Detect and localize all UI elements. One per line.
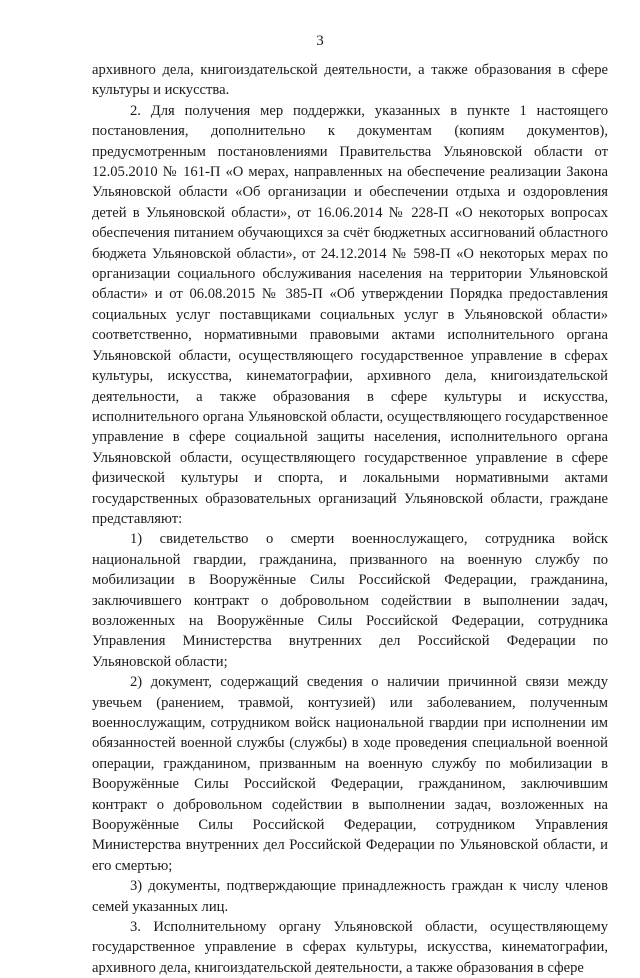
list-item-3: 3) документы, подтверждающие принадлежность граждан к числу членов семей указанных лиц. [92, 878, 608, 915]
list-item-2: 2) документ, содержащий сведения о наличии причинной связи между увечьем (ранением, травмой, контузией) или заболеванием, полученным военнослужащим, сотрудником войск национальной гвардии при исполнении им обязанностей военной службы (службы) в ходе проведения специальной военной операции, гражданином, призванным на военную службу по мобилизации в Вооружённые Силы Российской Федерации, гражданином, заключившим контракт о добровольном содействии в выполнении задач, возложенных на Вооружённые Силы Российской Федерации, сотрудником Управления Министерства внутренних дел Российской Федерации по Ульяновской области, и его смертью; [92, 674, 608, 874]
document-body [92, 60, 608, 978]
paragraph-continuation: архивного дела, книгоиздательской деятельности, а также образования в сфере культуры и искусства. [92, 62, 608, 99]
paragraph-clause-3: 3. Исполнительному органу Ульяновской области, осуществляющему государственное управление в сферах культуры, искусства, кинематографии, архивного дела, книгоиздательской деятельности, а также образования в сфере [92, 919, 608, 976]
list-item-1: 1) свидетельство о смерти военнослужащего, сотрудника войск национальной гвардии, гражданина, призванного на военную службу по мобилизации в Вооружённые Силы Российской Федерации, гражданина, заключившего контракт о добровольном содействии в выполнении задач, возложенных на Вооружённые Силы Российской Федерации, сотрудника Управления Министерства внутренних дел Российской Федерации по Ульяновской области; [92, 531, 608, 670]
paragraph-clause-2: 2. Для получения мер поддержки, указанных в пункте 1 настоящего постановления, дополнительно к документам (копиям документов), предусмотренным постановлениями Правительства Ульяновской области от 12.05.2010 № 161-П «О мерах, направленных на обеспечение реализации Закона Ульяновской области «Об организации и обеспечении отдыха и оздоровления детей в Ульяновской области», от 16.06.2014 № 228-П «О некоторых вопросах обеспечения питанием обучающихся за счёт бюджетных ассигнований областного бюджета Ульяновской области», от 24.12.2014 № 598-П «О некоторых мерах по организации социального обслуживания населения на территории Ульяновской области» и от 06.08.2015 № 385-П «Об утверждении Порядка предоставления социальных услуг поставщиками социальных услуг в Ульяновской области» соответственно, нормативными правовыми актами исполнительного органа Ульяновской области, осуществляющего государственное управление в сферах культуры, искусства, кинематографии, архивного дела, книгоиздательской деятельности, а также образования в сфере культуры и искусства, исполнительного органа Ульяновской области, осуществляющего государственное управление в сфере социальной защиты населения, исполнительного органа Ульяновской области, осуществляющего государственное управление в сфере физической культуры и спорта, и локальными нормативными актами государственных образовательных организаций Ульяновской области, граждане представляют: [92, 102, 608, 527]
page-number: 3 [316, 33, 324, 49]
